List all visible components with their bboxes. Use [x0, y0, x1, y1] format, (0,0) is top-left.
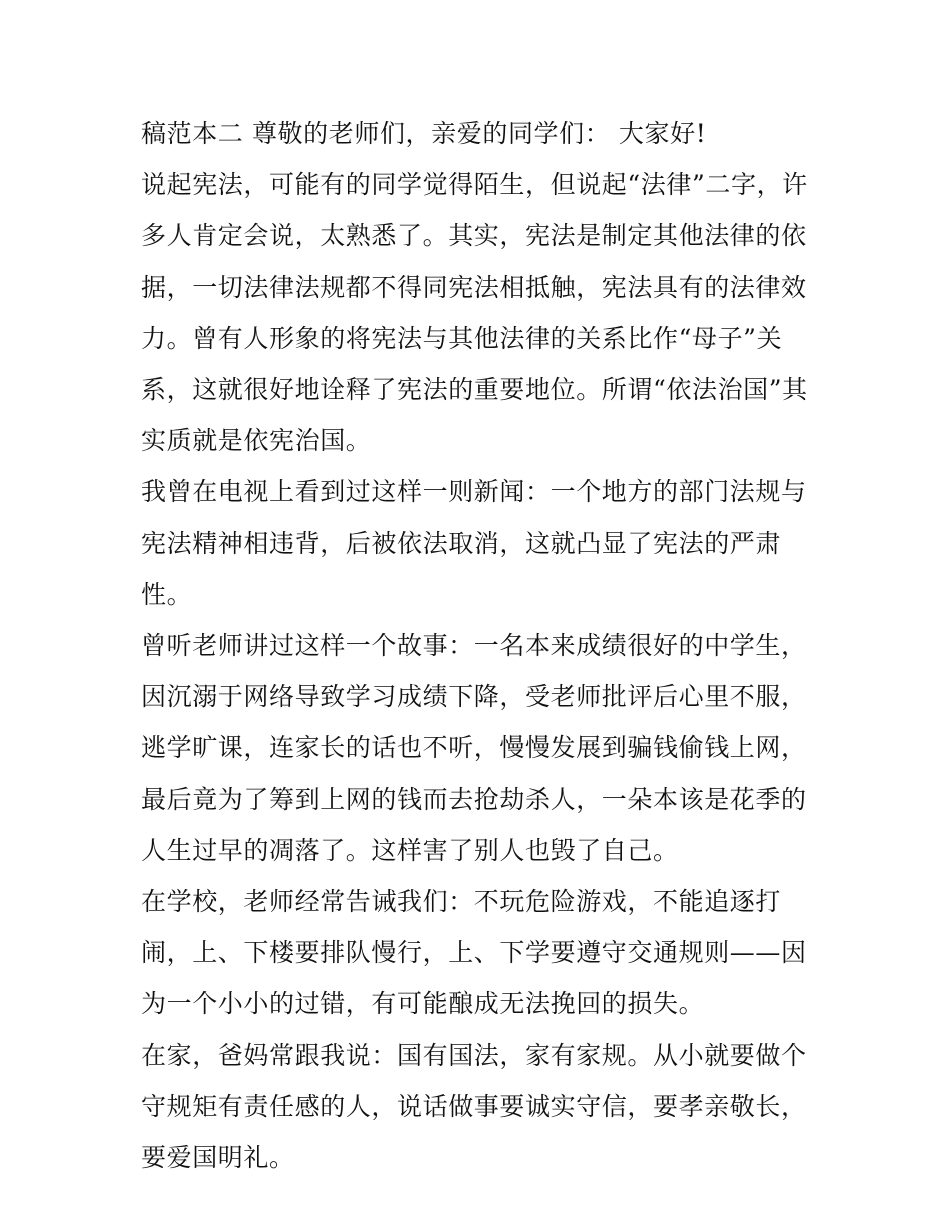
document-body: [141, 108, 813, 1183]
paragraph-teacher-story: 曾听老师讲过这样一个故事：一名本来成绩很好的中学生，因沉溺于网络导致学习成绩下降，受老师批评后心里不服，逃学旷课，连家长的话也不听，慢慢发展到骗钱偷钱上网，最后竟为了筹到上网的钱而去抢劫杀人，一朵本该是花季的人生过早的凋落了。这样害了别人也毁了自己。: [141, 631, 807, 865]
paragraph-constitution-intro: 说起宪法，可能有的同学觉得陌生，但说起“法律”二字，许多人肯定会说，太熟悉了。其实，宪法是制定其他法律的依据，一切法律法规都不得同宪法相抵触，宪法具有的法律效力。曾有人形象的将宪法与其他法律的关系比作“母子”关系，这就很好地诠释了宪法的重要地位。所谓“依法治国”其实质就是依宪治国。: [141, 170, 808, 456]
paragraph-family-rules: 在家，爸妈常跟我说：国有国法，家有家规。从小就要做个守规矩有责任感的人，说话做事要诚实守信，要孝亲敬长，要爱国明礼。: [141, 1040, 807, 1173]
paragraph-school-rules: 在学校，老师经常告诫我们：不玩危险游戏，不能追逐打闹，上、下楼要排队慢行，上、下学要遵守交通规则——因为一个小小的过错，有可能酿成无法挽回的损失。: [141, 887, 807, 1019]
paragraph-tv-news: 我曾在电视上看到过这样一则新闻：一个地方的部门法规与宪法精神相违背，后被依法取消，这就凸显了宪法的严肃性。: [141, 477, 807, 609]
paragraph-greeting: 稿范本二 尊敬的老师们，亲爱的同学们： 大家好!: [141, 119, 707, 148]
